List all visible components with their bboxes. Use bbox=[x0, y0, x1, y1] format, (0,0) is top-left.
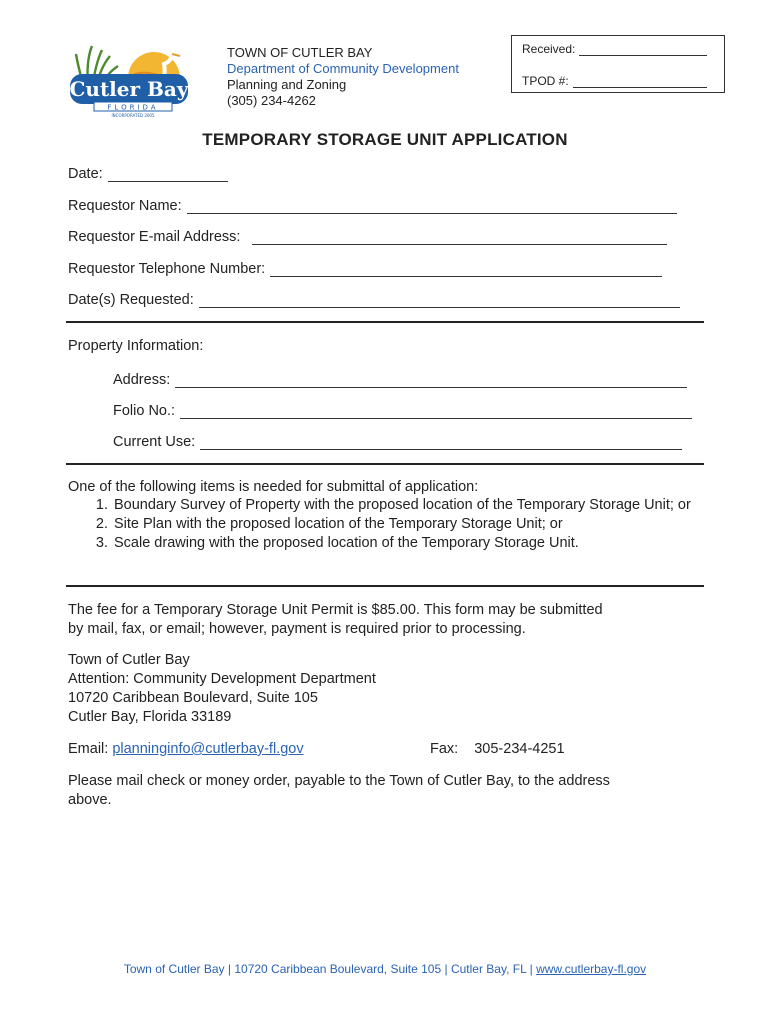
svg-text:FLORIDA: FLORIDA bbox=[107, 103, 159, 112]
folio-label: Folio No.: bbox=[113, 403, 176, 419]
tpod-row bbox=[522, 74, 707, 88]
form-title: TEMPORARY STORAGE UNIT APPLICATION bbox=[202, 130, 568, 149]
svg-text:INCORPORATED 2005: INCORPORATED 2005 bbox=[111, 113, 155, 118]
folio-input-line[interactable] bbox=[180, 404, 692, 419]
current-use-label: Current Use: bbox=[113, 434, 196, 450]
svg-text:Cutler Bay: Cutler Bay bbox=[69, 77, 189, 101]
payment-note bbox=[68, 772, 610, 810]
town-logo bbox=[66, 40, 196, 118]
property-heading: Property Information: bbox=[68, 338, 204, 354]
requestor-phone-label: Requestor Telephone Number: bbox=[68, 261, 266, 277]
page-footer bbox=[0, 962, 770, 976]
date-input-line[interactable] bbox=[108, 167, 228, 182]
section-divider-3 bbox=[66, 585, 704, 587]
footer-text: Town of Cutler Bay | 10720 Caribbean Boulevard, Suite 105 | Cutler Bay, FL | bbox=[123, 962, 537, 976]
header-address-block bbox=[227, 45, 459, 109]
property-address-input-line[interactable] bbox=[175, 373, 687, 388]
section-divider-2 bbox=[66, 463, 704, 465]
submittal-item: 3. Scale drawing with the proposed location of the Temporary Storage Unit. bbox=[112, 534, 712, 553]
dates-requested-field bbox=[68, 288, 680, 308]
division-name: Planning and Zoning bbox=[227, 77, 347, 92]
header-phone: (305) 234-4262 bbox=[227, 93, 316, 108]
office-use-box bbox=[511, 35, 725, 93]
mailing-line-4: Cutler Bay, Florida 33189 bbox=[68, 709, 232, 725]
mailing-line-3: 10720 Caribbean Boulevard, Suite 105 bbox=[68, 690, 318, 706]
fax-number: 305-234-4251 bbox=[474, 741, 565, 757]
section-divider-1 bbox=[66, 321, 704, 323]
date-field bbox=[68, 162, 228, 182]
submittal-item: 2. Site Plan with the proposed location of the Temporary Storage Unit; or bbox=[112, 515, 712, 534]
footer-website-link[interactable]: www.cutlerbay-fl.gov bbox=[536, 962, 647, 976]
requestor-name-input-line[interactable] bbox=[187, 199, 677, 214]
mailing-line-2: Attention: Community Development Department bbox=[68, 671, 376, 687]
tpod-line[interactable] bbox=[573, 76, 707, 88]
folio-field bbox=[113, 399, 692, 419]
requestor-name-field bbox=[68, 194, 677, 214]
requestor-name-label: Requestor Name: bbox=[68, 198, 182, 214]
property-address-label: Address: bbox=[113, 372, 171, 388]
mailing-address bbox=[68, 651, 376, 727]
requestor-phone-field bbox=[68, 257, 662, 277]
received-line[interactable] bbox=[579, 44, 707, 56]
logo-graphic bbox=[66, 40, 196, 118]
department-name: Department of Community Development bbox=[227, 61, 459, 76]
current-use-field bbox=[113, 430, 682, 450]
email-label: Email: bbox=[68, 741, 109, 757]
submittal-items-list bbox=[66, 496, 712, 553]
payment-line-1: Please mail check or money order, payable to the Town of Cutler Bay, to the address bbox=[68, 773, 610, 789]
submittal-intro: One of the following items is needed for submittal of application: bbox=[68, 479, 479, 495]
fax-label: Fax: bbox=[430, 741, 459, 757]
email-link[interactable]: planninginfo@cutlerbay-fl.gov bbox=[112, 741, 304, 757]
mailing-line-1: Town of Cutler Bay bbox=[68, 652, 190, 668]
requestor-email-label: Requestor E-mail Address: bbox=[68, 229, 241, 245]
requestor-phone-input-line[interactable] bbox=[270, 262, 662, 277]
received-label: Received: bbox=[522, 42, 576, 56]
requestor-email-field bbox=[68, 225, 667, 245]
dates-requested-input-line[interactable] bbox=[199, 293, 680, 308]
dates-requested-label: Date(s) Requested: bbox=[68, 292, 194, 308]
requestor-email-input-line[interactable] bbox=[252, 230, 667, 245]
fax-contact bbox=[430, 740, 565, 759]
current-use-input-line[interactable] bbox=[200, 435, 682, 450]
property-address-field bbox=[113, 368, 687, 388]
tpod-label: TPOD #: bbox=[522, 74, 569, 88]
date-label: Date: bbox=[68, 166, 103, 182]
submittal-item: 1. Boundary Survey of Property with the proposed location of the Temporary Storage Unit; or bbox=[112, 496, 712, 515]
fee-line-1: The fee for a Temporary Storage Unit Permit is $85.00. This form may be submitted bbox=[68, 602, 603, 618]
email-contact bbox=[68, 740, 304, 759]
payment-line-2: above. bbox=[68, 792, 112, 808]
fee-line-2: by mail, fax, or email; however, payment is required prior to processing. bbox=[68, 621, 526, 637]
town-name: TOWN OF CUTLER BAY bbox=[227, 45, 373, 60]
fee-paragraph bbox=[68, 601, 603, 639]
received-row bbox=[522, 42, 707, 56]
